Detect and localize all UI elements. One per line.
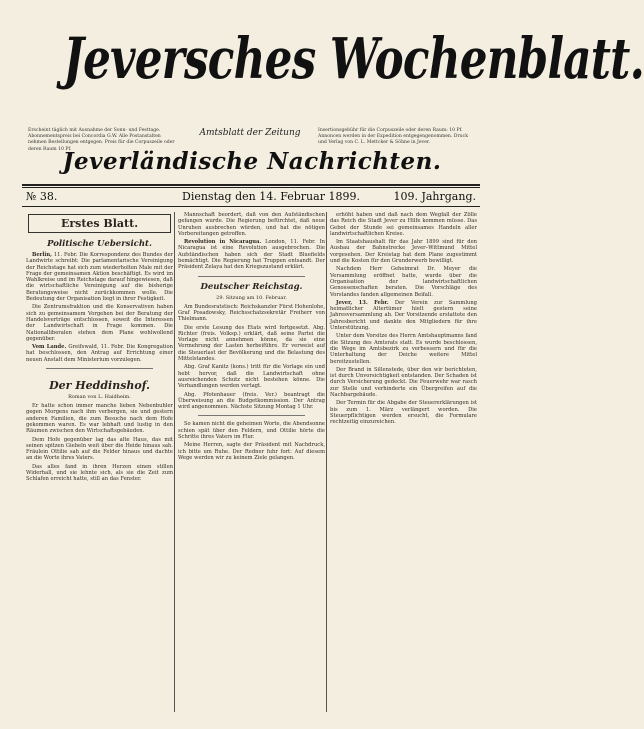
serial-title: Der Heddinshof. [49,379,150,393]
dateline [22,190,480,206]
article-paragraph: Der Termin für die Abgabe der Steuererklärungen ist bis zum 1. März verlängert worden. Die Steuerpflichtigen werden ersucht, die Formulare rechtzeitig einzureichen. [330,400,477,426]
article-paragraph: Meine Herren, sagte der Präsident mit Nachdruck, ich bitte um Ruhe. Der Redner fuhr fort: Auf diesem Wege werden wir zu keinem Ziele gelangen. [178,442,325,461]
section-separator [198,415,305,416]
article-paragraph: erhöht haben und daß nach dem Wegfall der Zölle das Reich die Stadt Jever zu Hilfe kommen müsse. Das Gebot der Stunde sei gemeinsames Handeln aller landwirtschaftlichen Kreise. [330,212,477,237]
article-paragraph [330,300,477,331]
column-divider [174,212,175,712]
article-paragraph: Unter dem Vorsitze des Herrn Amtshauptmanns fand die Sitzung des Amtsrats statt. Es wurde beschlossen, die Wege im Amtsbezirk zu verbessern und für die Unterhaltung der Deiche weitere Mittel bereitzustellen. [330,333,477,365]
article-paragraph [178,239,325,270]
article-lead: Berlin, [32,252,52,258]
article-paragraph: Mannschaft beordert, daß von den Aufständischen gefangen wurde. Die Regierung befürchtet, daß neue Unruhen ausbrechen würden, und hat die nötigen Vorbereitungen getroffen. [178,212,325,237]
issue-date: Dienstag den 14. Februar 1899. [182,190,360,203]
article-paragraph: Die erste Lesung des Etats wird fortgesetzt. Abg. Richter (freis. Volksp.) erklärt, daß seine Partei die Vorlage nicht annehmen könne, da sie eine Vermehrung der Lasten herbeiführe. Er verweist auf die Steuerlast der Bevölkerung und die Belastung des Mittelstandes. [178,324,325,363]
article-paragraph [26,252,173,302]
article-paragraph: Nachdem Herr Geheimrat Dr. Meyer die Versammlung eröffnet hatte, wurde über die Organisation der landwirtschaftlichen Genossenschaften beraten. Die Vorschläge des Vorstandes fanden allgemeinen Beifall. [330,266,477,298]
dateline-rule-bottom [22,206,480,207]
article-paragraph: So kamen nicht die geheimen Worte, die Abendsonne schien spät über den Feldern, und Ottilie hörte die Schritte ihres Vaters im Flur. [178,421,325,441]
section-subheading: 29. Sitzung am 10. Februar. [216,294,287,301]
article-paragraph: Die Zentrumsfraktion und die Konservativen haben sich zu gemeinsamem Vorgehen bei der Beratung der Handelsverträge entschlossen, soweit die Interessen der Landwirtschaft in Frage kommen. Die Nationalliberalen stehen dem Plane wohlwollend gegenüber. [26,304,173,342]
article-text: 11. Febr. Die Korrespondenz des Bundes der Landwirte schreibt: Die parlamentarische Vereinigung der Reichstage hat sich zum wiederholten Male mit der Frage der gemeinsamen Aktion beschäftigt. Es wird im Wahlkreise und im Reichstage darauf hingewiesen, daß die wirtschaftliche Vereinigung auf die bisherige Beratungsweise nicht zurückkommen wolle. Die Bedeutung der Organisation liegt in ihrer Festigkeit. [26,252,173,303]
article-paragraph: Abg. Pfotenhauer (freis. Ver.) beantragt die Überweisung an die Budgetkommission. Der Antrag wird angenommen. Nächste Sitzung Montag 1 Uhr. [178,391,325,411]
column-2 [178,212,325,712]
article-paragraph: Der Brand in Sillenstede, über den wir berichteten, ist durch Unvorsichtigkeit entstanden. Der Schaden ist durch Versicherung gedeckt. Die Feuerwehr war rasch zur Stelle und verhinderte ein Übergreifen auf die Nachbargebäude. [330,366,477,399]
article-lead: Revolution in Nicaragua. [184,239,262,246]
dateline-rule-top-thin [22,187,480,188]
section-separator [46,368,153,369]
publication-info-right: Insertionsgebühr für die Corpuszeile oder deren Raum: 10 Pf. Annoncen werden in der Expedition entgegengenommen. Druck und Verlag von C. L. Mettcker & Söhne in Jever. [318,128,468,146]
article-paragraph: Im Staatshaushalt für das Jahr 1899 sind für den Ausbau der Bahnstrecke Jever–Wittmund Mittel vorgesehen. Der Kreistag hat dem Plane zugestimmt und die Kosten für den Grunderwerb bewilligt. [330,239,477,265]
column-1 [26,212,173,712]
publication-info-left: Erscheint täglich mit Ausnahme der Sonn- und Festtage. Abonnementspreis bei Concordia G.W. Alle Postanstalten nehmen Bestellungen entgegen. Preis für die Corpuszeile oder deren Raum 10 Pf. [28,128,175,152]
section-heading: Politische Uebersicht. [47,239,152,249]
publication-info-center: Amtsblatt der Zeitung [199,128,301,138]
column-3 [330,212,477,712]
section-heading: Deutscher Reichstag. [200,281,303,292]
section-header-first-sheet: Erstes Blatt. [28,214,171,233]
article-text: Greifswald, 11. Febr. Die Kongregation hat beschlossen, den Antrag auf Errichtung einer neuen Anstalt dem Ministerium vorzulegen. [26,344,173,363]
article-paragraph: Er hatte schon immer manche lieben Nebenbuhler gegen Morgens nach ihm verbergen, sie und gestern anderen Familien, die zum Besuche nach dem Hofe gekommen waren. Es war lebhaft und lustig in den Räumen zwischen den Wirtschaftsgebäuden. [26,403,173,435]
article-text: Der Verein zur Sammlung heimatlicher Altertümer hielt gestern seine Jahresversammlung ab. Der Vorsitzende erstattete den Jahresbericht und dankte den Mitgliedern für ihre Unterstützung. [330,299,477,332]
issue-number: № 38. [26,190,58,203]
article-lead: Vom Lande. [32,344,67,351]
dateline-rule-top [22,184,480,186]
article-paragraph [26,344,173,363]
article-paragraph: Dem Hofe gegenüber lag das alte Haus, das mit seinen spitzen Giebeln weit über die Heide hinaus sah. Fräulein Ottilie sah auf die Felder hinaus und dachte an die Worte ihres Vaters. [26,436,173,462]
newspaper-masthead: Jeversches Wochenblatt. [63,26,644,92]
article-paragraph: Am Bundesratstisch: Reichskanzler Fürst Hohenlohe, Graf Posadowsky, Reichsschatzsekretär Freiherr von Thielmann. [178,303,325,323]
article-paragraph: Abg. Graf Kanitz (kons.) tritt für die Vorlage ein und hebt hervor, daß die Landwirtschaft ohne ausreichenden Schutz nicht bestehen könne. Die Verhandlungen werden vertagt. [178,364,325,390]
article-lead: Jever, 13. Febr. [336,299,389,306]
column-divider [326,212,327,712]
serial-author: Roman von L. Haidheim. [68,394,131,401]
newspaper-subtitle: Jeverländische Nachrichten. [62,148,442,175]
section-separator [198,276,305,277]
article-text: London, 11. Febr. In Nicaragua ist eine Revolution ausgebrochen. Die Aufständischen haben sich der Stadt Bluefields bemächtigt. Die Regierung hat Truppen entsandt. Der Präsident Zelaya hat den Kriegszustand erklärt. [178,239,325,271]
issue-year: 109. Jahrgang. [393,190,476,203]
article-paragraph: Das alles fand in ihren Herzen einen stillen Widerhall, und sie lehnte sich, als sie die Zeit zum Schlafen erreicht hatte, still an das Fenster. [26,463,173,483]
